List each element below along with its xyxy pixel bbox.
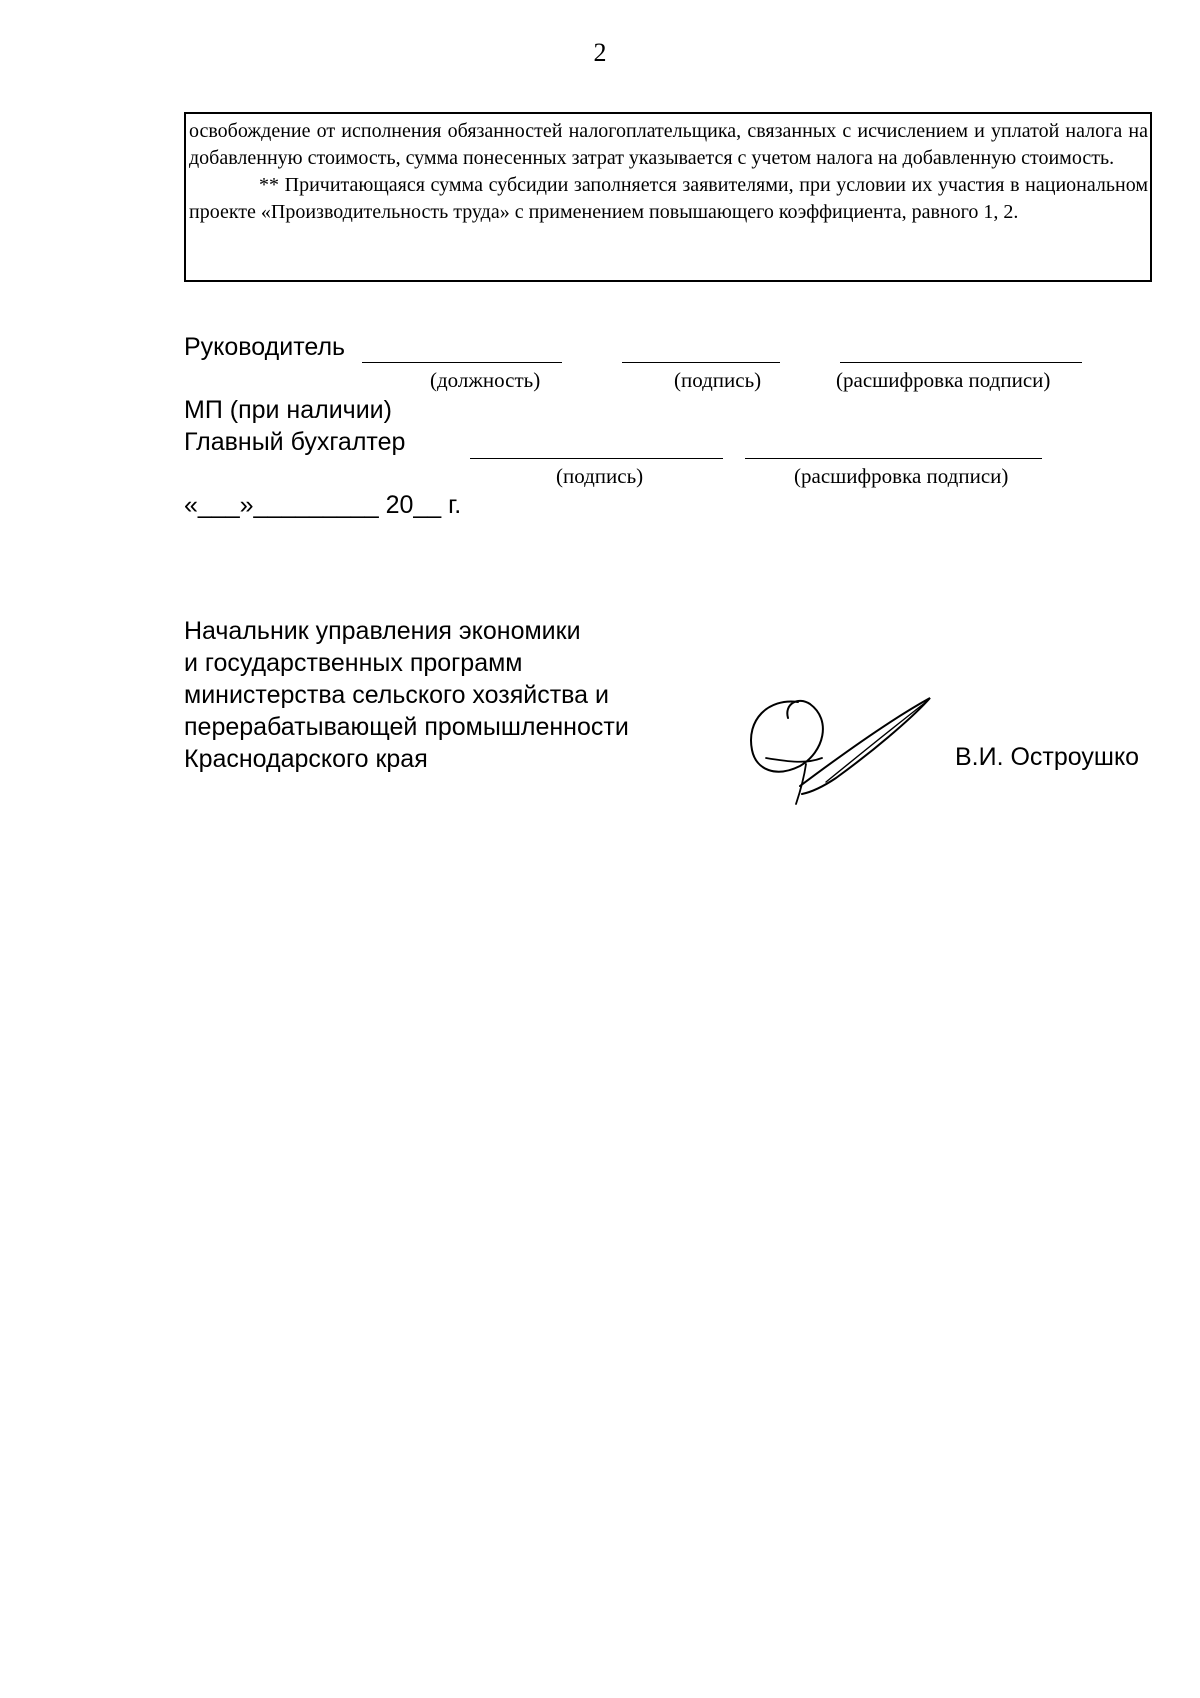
official-title — [184, 615, 629, 775]
accountant-label: Главный бухгалтер — [184, 428, 406, 456]
footnote-note-2: ** Причитающаяся сумма субсидии заполняется заявителями, при условии их участия в национальном проекте «Производительность труда» с применением повышающего коэффициента, равного 1, 2. — [189, 174, 1148, 223]
footnote-continuation: освобождение от исполнения обязанностей налогоплательщика, связанных с исчислением и уплатой налога на добавленную стоимость, сумма понесенных затрат указывается с учетом налога на добавленную стоимость. — [189, 120, 1148, 169]
head-label: Руководитель — [184, 333, 346, 361]
head-signature-caption: (подпись) — [674, 368, 762, 392]
official-title-line-5: Краснодарского края — [184, 745, 428, 773]
footnote-box — [184, 112, 1152, 282]
accountant-signature-caption: (подпись) — [556, 464, 644, 488]
head-decoding-line — [840, 362, 1082, 363]
handwritten-signature — [740, 690, 940, 815]
official-title-line-4: перерабатывающей промышленности — [184, 713, 629, 741]
accountant-decoding-caption: (расшифровка подписи) — [794, 464, 1009, 488]
official-title-line-2: и государственных программ — [184, 649, 523, 677]
accountant-signature-line — [470, 458, 723, 459]
position-line — [362, 362, 562, 363]
date-line: «___»_________ 20__ г. — [184, 491, 462, 519]
official-title-line-1: Начальник управления экономики — [184, 617, 581, 645]
position-caption: (должность) — [430, 368, 541, 392]
head-signature-line — [622, 362, 780, 363]
head-decoding-caption: (расшифровка подписи) — [836, 368, 1051, 392]
accountant-decoding-line — [745, 458, 1042, 459]
stamp-label: МП (при наличии) — [184, 396, 392, 424]
page-number: 2 — [593, 38, 607, 67]
official-name: В.И. Остроушко — [955, 743, 1140, 771]
official-title-line-3: министерства сельского хозяйства и — [184, 681, 609, 709]
